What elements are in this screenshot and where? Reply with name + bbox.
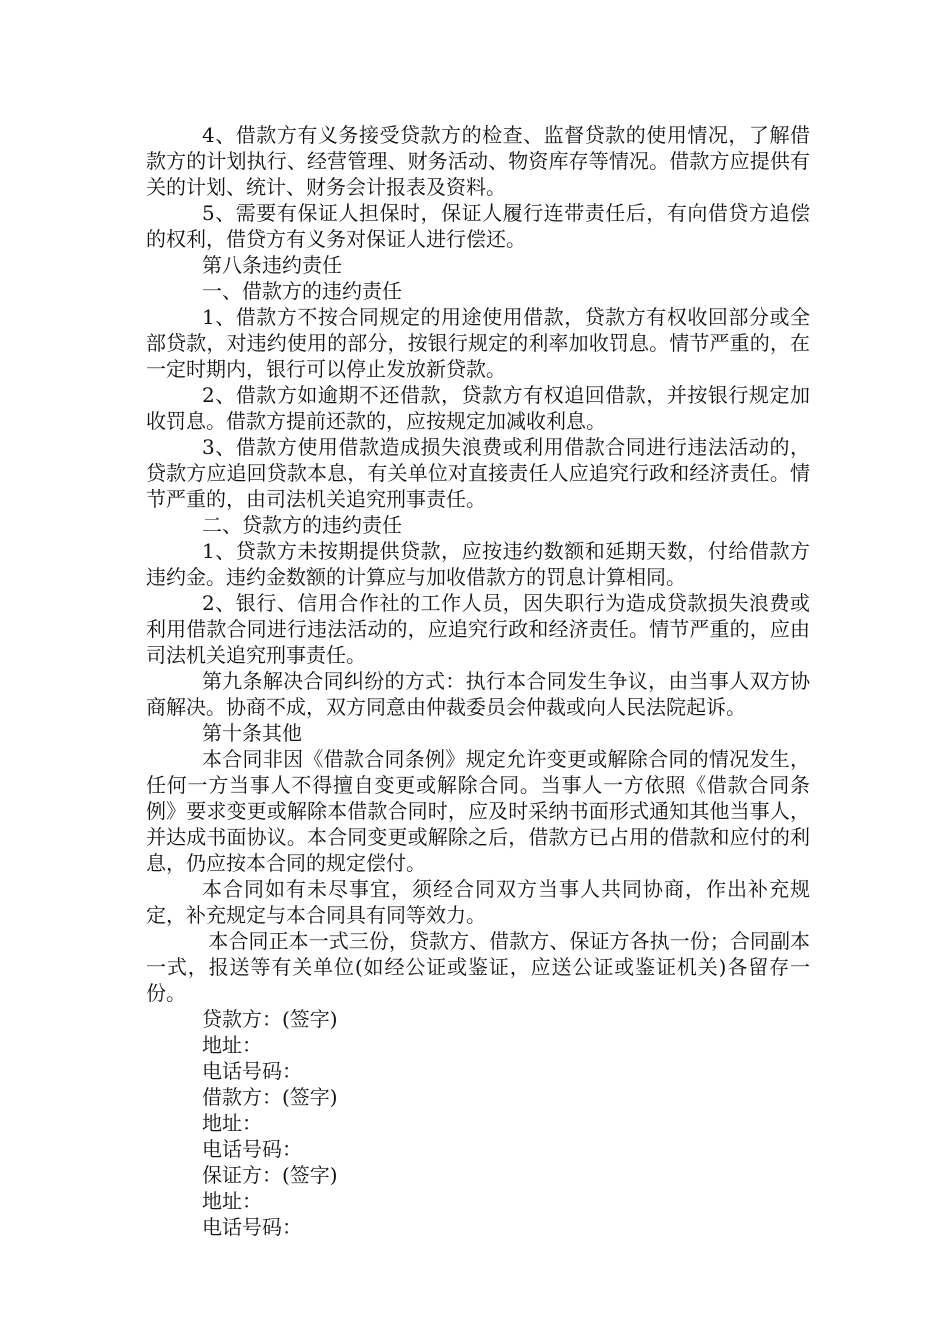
lender-signature-line: 贷款方：(签字) [202, 1007, 338, 1031]
lender-phone-line: 电话号码： [202, 1059, 302, 1083]
borrower-liability-item-2: 2、借款方如逾期不还借款，贷款方有权追回借款，并按银行规定加收罚息。借款方提前还款的，应按规定加减收利息。 [146, 383, 810, 433]
article-10-modification: 本合同非因《借款合同条例》规定允许变更或解除合同的情况发生，任何一方当事人不得擅自变更或解除合同。当事人一方依照《借款合同条例》要求变更或解除本借款合同时，应及时采纳书面形式通知其他当事人，并达成书面协议。本合同变更或解除之后，借款方已占用的借款和应付的利息，仍应按本合同的规定偿付。 [146, 747, 810, 875]
article-10-supplement: 本合同如有未尽事宜，须经合同双方当事人共同协商，作出补充规定，补充规定与本合同具有同等效力。 [146, 877, 810, 927]
borrower-liability-item-3: 3、借款方使用借款造成损失浪费或利用借款合同进行违法活动的，贷款方应追回贷款本息，有关单位对直接责任人应追究行政和经济责任。情节严重的，由司法机关追究刑事责任。 [146, 435, 810, 511]
borrower-liability-item-1: 1、借款方不按合同规定的用途使用借款，贷款方有权收回部分或全部贷款，对违约使用的部分，按银行规定的利率加收罚息。情节严重的，在一定时期内，银行可以停止发放新贷款。 [146, 305, 810, 381]
lender-liability-item-2: 2、银行、信用合作社的工作人员，因失职行为造成贷款损失浪费或利用借款合同进行违法活动的，应追究行政和经济责任。情节严重的，应由司法机关追究刑事责任。 [146, 591, 810, 667]
document-body [146, 122, 810, 1240]
section-lender-liability-heading: 二、贷款方的违约责任 [202, 513, 402, 537]
lender-liability-item-1: 1、贷款方未按期提供贷款，应按违约数额和延期天数，付给借款方违约金。违约金数额的计算应与加收借款方的罚息计算相同。 [146, 539, 810, 589]
article-10-heading: 第十条其他 [202, 721, 302, 745]
lender-address-line: 地址： [202, 1033, 262, 1057]
article-8-heading: 第八条违约责任 [202, 253, 342, 277]
guarantor-signature-line: 保证方：(签字) [202, 1163, 338, 1187]
borrower-phone-line: 电话号码： [202, 1137, 302, 1161]
clause-7-item-5: 5、需要有保证人担保时，保证人履行连带责任后，有向借贷方追偿的权利，借贷方有义务对保证人进行偿还。 [146, 201, 810, 251]
article-9-dispute-resolution: 第九条解决合同纠纷的方式：执行本合同发生争议，由当事人双方协商解决。协商不成，双方同意由仲裁委员会仲裁或向人民法院起诉。 [146, 669, 810, 719]
guarantor-phone-line: 电话号码： [202, 1215, 302, 1239]
borrower-signature-line: 借款方：(签字) [202, 1085, 338, 1109]
guarantor-address-line: 地址： [202, 1189, 262, 1213]
article-10-copies: 本合同正本一式三份，贷款方、借款方、保证方各执一份；合同副本一式，报送等有关单位(如经公证或鉴证，应送公证或鉴证机关)各留存一份。 [146, 929, 811, 1005]
clause-7-item-4: 4、借款方有义务接受贷款方的检查、监督贷款的使用情况，了解借款方的计划执行、经营管理、财务活动、物资库存等情况。借款方应提供有关的计划、统计、财务会计报表及资料。 [146, 123, 810, 199]
borrower-address-line: 地址： [202, 1111, 262, 1135]
section-borrower-liability-heading: 一、借款方的违约责任 [202, 279, 402, 303]
